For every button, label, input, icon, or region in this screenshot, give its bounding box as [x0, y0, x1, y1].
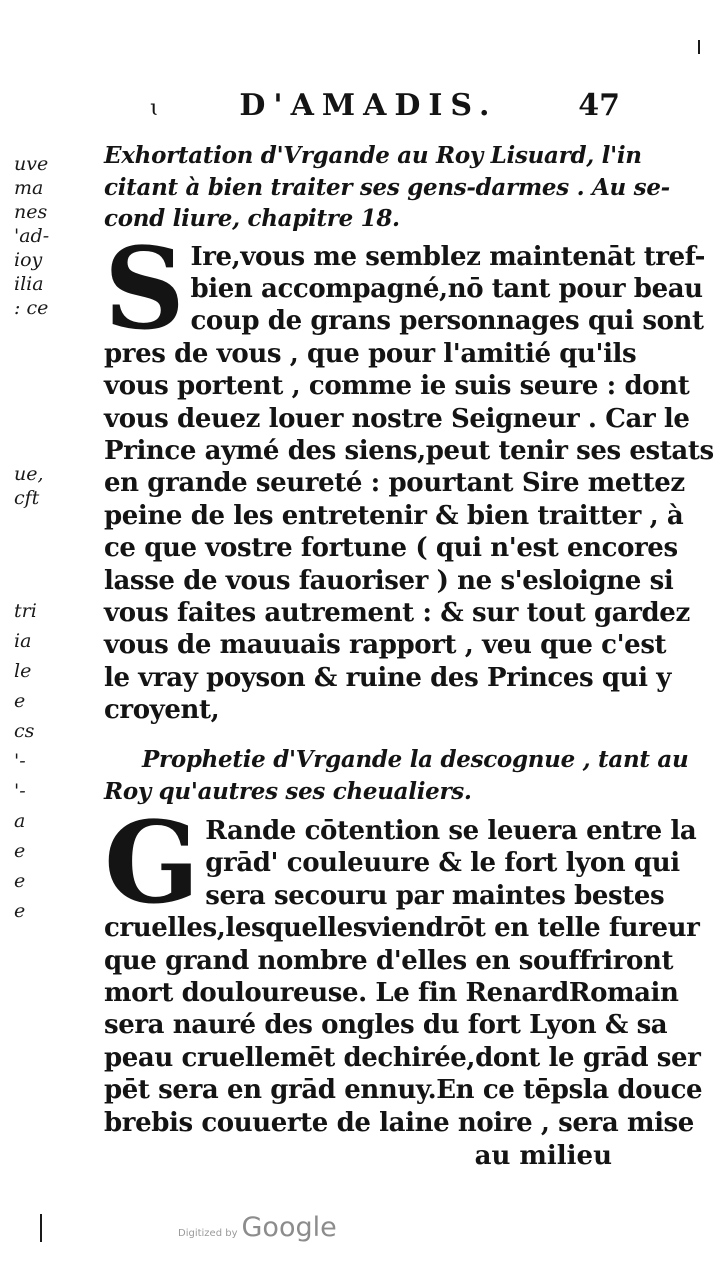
- bleed-line: '-: [14, 780, 26, 802]
- running-head-mark: ɩ: [150, 96, 159, 121]
- text-line: Prince aymé des siens,peut tenir ses estats: [104, 435, 714, 466]
- margin-bleed-bottom: [14, 596, 54, 926]
- bleed-line: ilia: [14, 273, 44, 295]
- heading-line: citant à bien traiter ses gens-darmes . Au se-: [104, 173, 670, 201]
- scan-edge-mark: [40, 1214, 42, 1242]
- drop-cap: G: [104, 798, 200, 929]
- text-line: que grand nombre d'elles en souffriront: [104, 945, 674, 976]
- text-line: cruelles,lesquellesviendrōt en telle fureur: [104, 913, 700, 944]
- text-line: vous deuez louer nostre Seigneur . Car le: [104, 403, 690, 434]
- text-line: pres de vous , que pour l'amitié qu'ils: [104, 338, 637, 369]
- bleed-line: a: [14, 810, 26, 832]
- google-logo: Google: [241, 1212, 337, 1243]
- bleed-line: : ce: [14, 297, 49, 319]
- text-line: le vray poyson & ruine des Princes qui y: [104, 662, 671, 693]
- bleed-line: e: [14, 840, 26, 862]
- bleed-line: cft: [14, 487, 40, 509]
- text-line: sera nauré des ongles du fort Lyon & sa: [104, 1010, 668, 1041]
- bleed-line: ue,: [14, 463, 44, 485]
- page-number: 47: [578, 88, 620, 123]
- bleed-line: e: [14, 870, 26, 892]
- catchword: au milieu: [474, 1141, 612, 1172]
- text-line: en grande seureté : pourtant Sire mettez: [104, 468, 685, 499]
- bleed-line: 'ad-: [14, 225, 50, 247]
- section-prophetie: [104, 744, 703, 1172]
- text-line: sera secouru par maintes bestes: [205, 880, 665, 911]
- text-line: lasse de vous fauoriser ) ne s'esloigne si: [104, 565, 674, 596]
- text-line: vous portent , comme ie suis seure : dont: [104, 371, 690, 402]
- text-line: vous de mauuais rapport , veu que c'est: [104, 630, 667, 661]
- section-heading: [104, 744, 689, 807]
- heading-line: cond liure, chapitre 18.: [104, 205, 400, 232]
- text-line: bien accompagné,nō tant pour beau: [190, 273, 703, 304]
- bleed-line: e: [14, 690, 26, 712]
- bleed-line: e: [14, 900, 26, 922]
- text-line: coup de grans personnages qui sont: [190, 306, 704, 337]
- scan-edge-mark: [698, 40, 700, 54]
- margin-bleed-top: [14, 152, 54, 320]
- bleed-line: ia: [14, 630, 32, 652]
- text-line: vous faites autrement : & sur tout gardez: [104, 597, 690, 628]
- text-line: peau cruellemēt dechirée,dont le grād ser: [104, 1042, 701, 1073]
- section-heading: [104, 140, 670, 235]
- text-line: pēt sera en grād ennuy.En ce tēpsla douce: [104, 1075, 703, 1106]
- section-body: [104, 798, 703, 1139]
- bleed-line: nes: [14, 201, 48, 223]
- text-line: ce que vostre fortune ( qui n'est encores: [104, 533, 678, 564]
- running-head: [150, 88, 620, 123]
- text-line: peine de les entretenir & bien traitter , à: [104, 500, 684, 531]
- drop-cap: S: [104, 223, 185, 355]
- bleed-line: '-: [14, 750, 26, 772]
- text-line: Ire,vous me semblez maintenāt tref-: [190, 241, 705, 272]
- heading-line: Exhortation d'Vrgande au Roy Lisuard, l'in: [104, 142, 642, 169]
- bleed-line: tri: [14, 600, 37, 622]
- section-exhortation: [104, 140, 714, 727]
- heading-line: Prophetie d'Vrgande la descognue , tant au: [142, 746, 689, 773]
- text-line: grād' couleuure & le fort lyon qui: [205, 848, 680, 879]
- bleed-line: ioy: [14, 249, 43, 271]
- section-body: [104, 223, 714, 727]
- digitized-by-google: [178, 1212, 337, 1243]
- bleed-line: le: [14, 660, 32, 682]
- running-head-title: D'AMADIS.: [239, 88, 498, 123]
- heading-line: Roy qu'autres ses cheualiers.: [104, 777, 472, 805]
- text-line: Rande cōtention se leuera entre la: [205, 816, 697, 846]
- text-line: brebis couuerte de laine noire , sera mise: [104, 1107, 694, 1138]
- margin-bleed-middle: [14, 462, 54, 510]
- bleed-line: uve: [14, 153, 49, 175]
- text-line: mort douloureuse. Le fin RenardRomain: [104, 978, 679, 1009]
- bleed-line: ma: [14, 177, 44, 199]
- text-line: croyent,: [104, 695, 220, 726]
- bleed-line: cs: [14, 720, 35, 742]
- digitized-by-label: Digitized by: [178, 1228, 238, 1239]
